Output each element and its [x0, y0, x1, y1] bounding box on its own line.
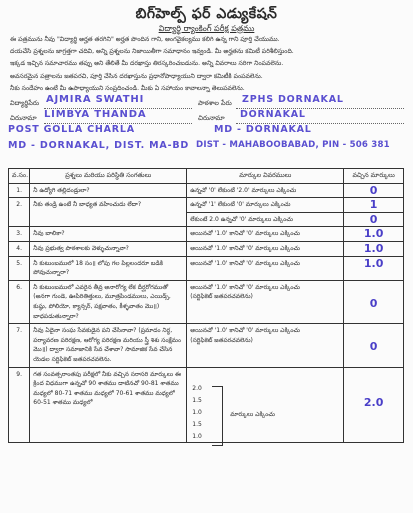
col-header-question: ప్రశ్నలు మరియు పరిస్థితి సంగతులు: [30, 169, 187, 184]
row-number: 4.: [9, 241, 30, 256]
row-number: 7.: [9, 324, 30, 367]
row-score[interactable]: 1.0: [344, 227, 404, 242]
row-question: నీవు ఏదైనా సంఘ సేవకుడైన పని చేసినావా? (ప్రమాదం నిర్ధ, పర్యావరణ పరిరక్షణ, ఆరోగ్య పరిరక్షణ మరియు స్త్రీ శిశు సంక్షేమం మొ॥) ద్వారా సమాజానికి సేవ చేశావా? సామాజిక సేవ చేసిన యెడల సర్టిఫికెట్ జతపరచవలెను.: [30, 324, 187, 367]
scale-value: 2.0: [192, 384, 202, 392]
row-rule: [187, 280, 344, 323]
row-question: [30, 367, 187, 442]
row-rule: [187, 241, 344, 256]
row-number: 3.: [9, 227, 30, 242]
scale-value: 1.0: [192, 408, 202, 416]
row-score[interactable]: 0: [344, 183, 404, 198]
row-rule: [187, 324, 344, 367]
student-name-value[interactable]: AJMIRA SWATHI: [46, 94, 145, 105]
row-score[interactable]: 0: [344, 280, 404, 323]
table-row: [9, 256, 404, 280]
marks-scale: [190, 370, 340, 440]
address-label: చిరునామా: [10, 114, 37, 122]
instruction-line: ఇక్కడ ఇచ్చిన సమాచారము తప్పు అని తేలితే మీ దరఖాస్తు తిరస్కరించబడును. అన్ని వివరాలు సరిగా నింపవలెను.: [10, 60, 284, 68]
percent-band: 60-51 శాతము మధ్యలో: [33, 399, 93, 407]
row-number: 1.: [9, 183, 30, 198]
school-address-label: చిరునామా: [198, 114, 225, 122]
table-row: [9, 324, 404, 367]
row-question: నీ కుటుంబములో 18 సం॥ లోపు గల పిల్లలందరూ బడికి పోవుచున్నారా?: [30, 256, 187, 280]
instruction-line: దయచేసి ప్రశ్నలను జాగ్రత్తగా చదివి, అన్ని ప్రశ్నలను నిజాయితీగా సమాధానం ఇవ్వండి. మీ అర్హతను కమిటీ పరిశీలిస్తుంది.: [10, 48, 294, 56]
scale-value: 1.5: [192, 396, 202, 404]
rule-note: (సర్టిఫికెట్ జతపరచవలెను): [190, 336, 253, 344]
percent-band: 90 శాతము దాటినచో: [88, 380, 140, 388]
row-score[interactable]: 2.0: [344, 367, 404, 442]
col-header-serial: వ.సం.: [9, 169, 30, 184]
row-rule: [187, 367, 344, 442]
school-address-line-2[interactable]: MD - DORNAKAL: [214, 124, 312, 135]
row-number: 9.: [9, 367, 30, 442]
table-row: [9, 280, 404, 323]
row-number: 5.: [9, 256, 30, 280]
row-question: నీ ఉద్యోగి తల్లిదండ్రులా?: [30, 183, 187, 198]
marks-table: [8, 168, 404, 443]
table-row: [9, 198, 404, 213]
row-rule: [187, 183, 344, 198]
school-name-value[interactable]: ZPHS DORNAKAL: [242, 94, 344, 105]
scale-value: 1.0: [192, 432, 202, 440]
rule-note: (సర్టిఫికెట్ జతపరచవలెను): [190, 293, 253, 301]
row-question: నీవు బాలికా?: [30, 227, 187, 242]
rule-text: ఉన్నచో '0' లేకుంటే '2.0' మార్కులు ఎక్కించు: [190, 186, 297, 194]
rule-text: అయినచో '1.0' కానిచో '0' మార్కులు ఎక్కించు: [190, 230, 301, 238]
percent-band: 70-61 శాతము మధ్యలో: [115, 389, 175, 397]
instruction-line: నీకు సందేహం ఉంటే మీ ఉపాధ్యాయుని సంప్రదించండి. మీకు ఏ సహాయం కావాలన్నా తెలుపవలెను.: [10, 84, 245, 92]
instruction-line: అవసరమైన పత్రాలను జతపరచి, పూర్తి చేసిన దరఖాస్తును ప్రధానోపాధ్యాయుని ద్వారా కమిటీకి పంపవలెను.: [10, 72, 263, 80]
col-header-rule: మార్కుల వివరములు: [187, 169, 344, 184]
question-text: గత సంవత్సరాంతపు పరీక్షలో నీకు వచ్చిన సరాసరి మార్కులు ఈ క్రింద విధముగా ఉన్నచో: [33, 370, 181, 388]
row-rule: [187, 198, 344, 213]
scale-bracket: [212, 386, 223, 446]
table-header-row: [9, 169, 404, 184]
instruction-line: ఈ పత్రమును నీవు "విద్యార్థి అర్హత తరగిని" అర్హత పొందిన గాని, అంగవైకల్యము కలిగి ఉన్న గాని పూర్తి చేయుము.: [10, 36, 280, 43]
row-rule: [187, 256, 344, 280]
table-row: [9, 367, 404, 442]
row-rule: [187, 212, 344, 227]
form-subtitle: విద్యార్థి ర్యాంకింగ్ పరీక్ష పత్రము: [158, 24, 255, 33]
table-row: [9, 241, 404, 256]
row-question: నీవు ప్రభుత్వ పాఠశాలకు వెళ్ళుచున్నావా?: [30, 241, 187, 256]
row-score[interactable]: 1.0: [344, 256, 404, 280]
table-row: [9, 227, 404, 242]
row-number: 6.: [9, 280, 30, 323]
row-question: నీ కుటుంబములో ఎవరైన తీవ్ర అనారోగ్య లేక దీర్ఘరోగముతో (అనగా గుండె, ఊపిరితిత్తులు, మూత్రపిండములు, ఎయిడ్స్, కుష్ఠు, పోలియో, క్యాన్సర్, పక్షవాతం, కీళ్ళవాతం మొ॥) బాధపడుతున్నారా?: [30, 280, 187, 323]
student-name-label: విద్యార్థిపేరు: [10, 99, 39, 107]
school-address-line-1[interactable]: DORNAKAL: [240, 109, 306, 120]
rule-text: అయినచో '1.0' కానిచో '0' మార్కులు ఎక్కించు: [190, 283, 301, 291]
rule-text: అయినచో '1.0' కానిచో '0' మార్కులు ఎక్కించు: [190, 259, 301, 267]
col-header-score: వచ్చిన మార్కులు: [344, 169, 404, 184]
rule-text: అయినచో '1.0' కానిచో '0' మార్కులు ఎక్కించు: [190, 327, 301, 335]
rule-text: అయినచో '1.0' కానిచో '0' మార్కులు ఎక్కించు: [190, 244, 301, 252]
row-number: 2.: [9, 198, 30, 227]
percent-band: 80-71 శాతము మధ్యలో: [54, 389, 114, 397]
form-title: బిగ్‌హెల్ప్ ఫర్ ఎడ్యుకేషన్: [135, 6, 278, 22]
percent-band: 90-81 శాతము మధ్యలో: [33, 380, 179, 397]
address-line-1[interactable]: LIMBYA THANDA: [44, 109, 147, 120]
address-line-2[interactable]: POST GOLLA CHARLA: [8, 124, 135, 135]
row-score[interactable]: 1: [344, 198, 404, 213]
row-question: నీకు తండ్రి ఉంటే నీ బాధ్యత వహించుదు లేదా?: [30, 198, 187, 227]
school-name-label: పాఠశాల పేరు: [198, 99, 232, 107]
address-line-3[interactable]: MD - DORNAKAL, DIST. MA-BD: [8, 140, 190, 151]
row-score[interactable]: 0: [344, 212, 404, 227]
scale-label: మార్కులు ఎక్కించు: [230, 410, 275, 418]
school-address-line-3[interactable]: DIST - MAHABOOBABAD, PIN - 506 381: [196, 140, 390, 150]
scale-value: 1.5: [192, 420, 202, 428]
table-row: [9, 183, 404, 198]
rule-text: లేకుంటే 2.0 ఉన్నచో '0' మార్కులు ఎక్కించు: [190, 215, 293, 223]
row-score[interactable]: 1.0: [344, 241, 404, 256]
row-rule: [187, 227, 344, 242]
row-score[interactable]: 0: [344, 324, 404, 367]
instructions-paragraph: [10, 34, 402, 95]
rule-text: ఉన్నచో '1' లేకుంటే '0' మార్కులు ఎక్కించు: [190, 201, 291, 209]
